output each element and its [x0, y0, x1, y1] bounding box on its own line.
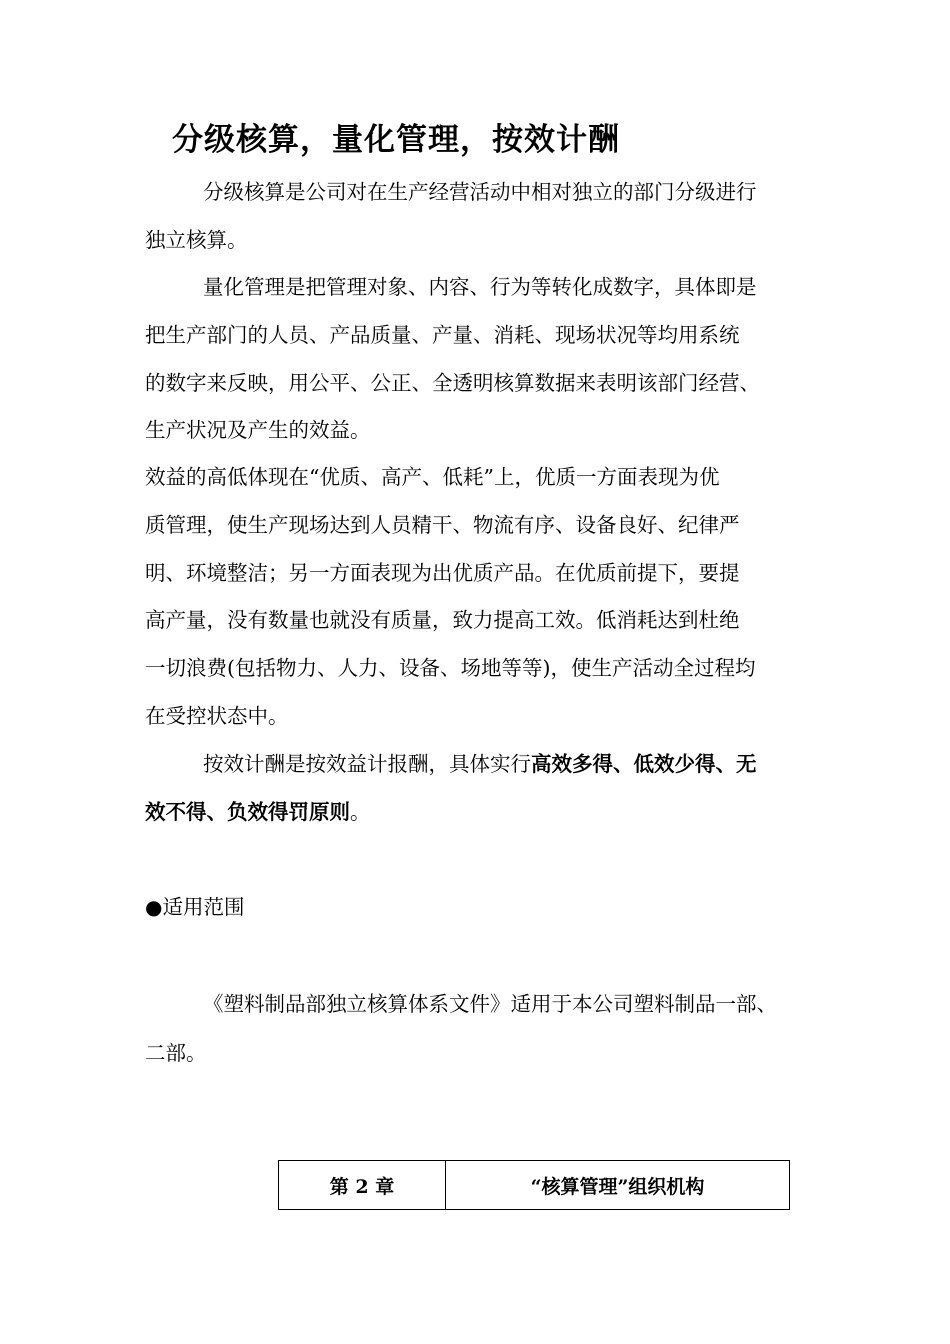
- paragraph-line: 明、环境整洁；另一方面表现为出优质产品。在优质前提下，要提: [145, 561, 740, 585]
- paragraph-line: 的数字来反映，用公平、公正、全透明核算数据来表明该部门经营、: [145, 371, 760, 395]
- paragraph-line: 独立核算。: [145, 228, 248, 252]
- bullet-icon: ●: [145, 895, 163, 919]
- paragraph-line: 量化管理是把管理对象、内容、行为等转化成数字，具体即是: [203, 275, 757, 299]
- paragraph-line: 分级核算是公司对在生产经营活动中相对独立的部门分级进行: [203, 180, 757, 204]
- paragraph-line: 效益的高低体现在“优质、高产、低耗”上，优质一方面表现为优: [145, 465, 720, 489]
- chapter-title: “核算管理”组织机构: [446, 1161, 790, 1210]
- paragraph-line: 在受控状态中。: [145, 704, 289, 728]
- page-title: 分级核算，量化管理，按效计酬: [172, 122, 620, 158]
- scope-line: 《塑料制品部独立核算体系文件》适用于本公司塑料制品一部、: [203, 992, 777, 1016]
- emphasis-text: 高效多得、低效少得、无: [531, 752, 757, 776]
- paragraph-line: [145, 795, 371, 825]
- chapter-table: [278, 1160, 790, 1210]
- paragraph-line: [203, 747, 757, 777]
- scope-line: 二部。: [145, 1041, 207, 1065]
- scope-heading-text: 适用范围: [162, 895, 245, 919]
- paragraph-text: 。: [350, 800, 371, 824]
- paragraph-line: 一切浪费(包括物力、人力、设备、场地等等)，使生产活动全过程均: [145, 656, 756, 680]
- paragraph-text: 按效计酬是按效益计报酬，具体实行: [203, 752, 531, 776]
- chapter-number: 第 2 章: [279, 1161, 446, 1210]
- paragraph-line: 质管理，使生产现场达到人员精干、物流有序、设备良好、纪律严: [145, 513, 740, 537]
- paragraph-line: 把生产部门的人员、产品质量、产量、消耗、现场状况等均用系统: [145, 323, 740, 347]
- emphasis-text: 效不得、负效得罚原则: [145, 800, 350, 824]
- paragraph-line: 生产状况及产生的效益。: [145, 418, 371, 442]
- paragraph-line: 高产量，没有数量也就没有质量，致力提高工效。低消耗达到杜绝: [145, 608, 740, 632]
- scope-heading: [145, 890, 244, 920]
